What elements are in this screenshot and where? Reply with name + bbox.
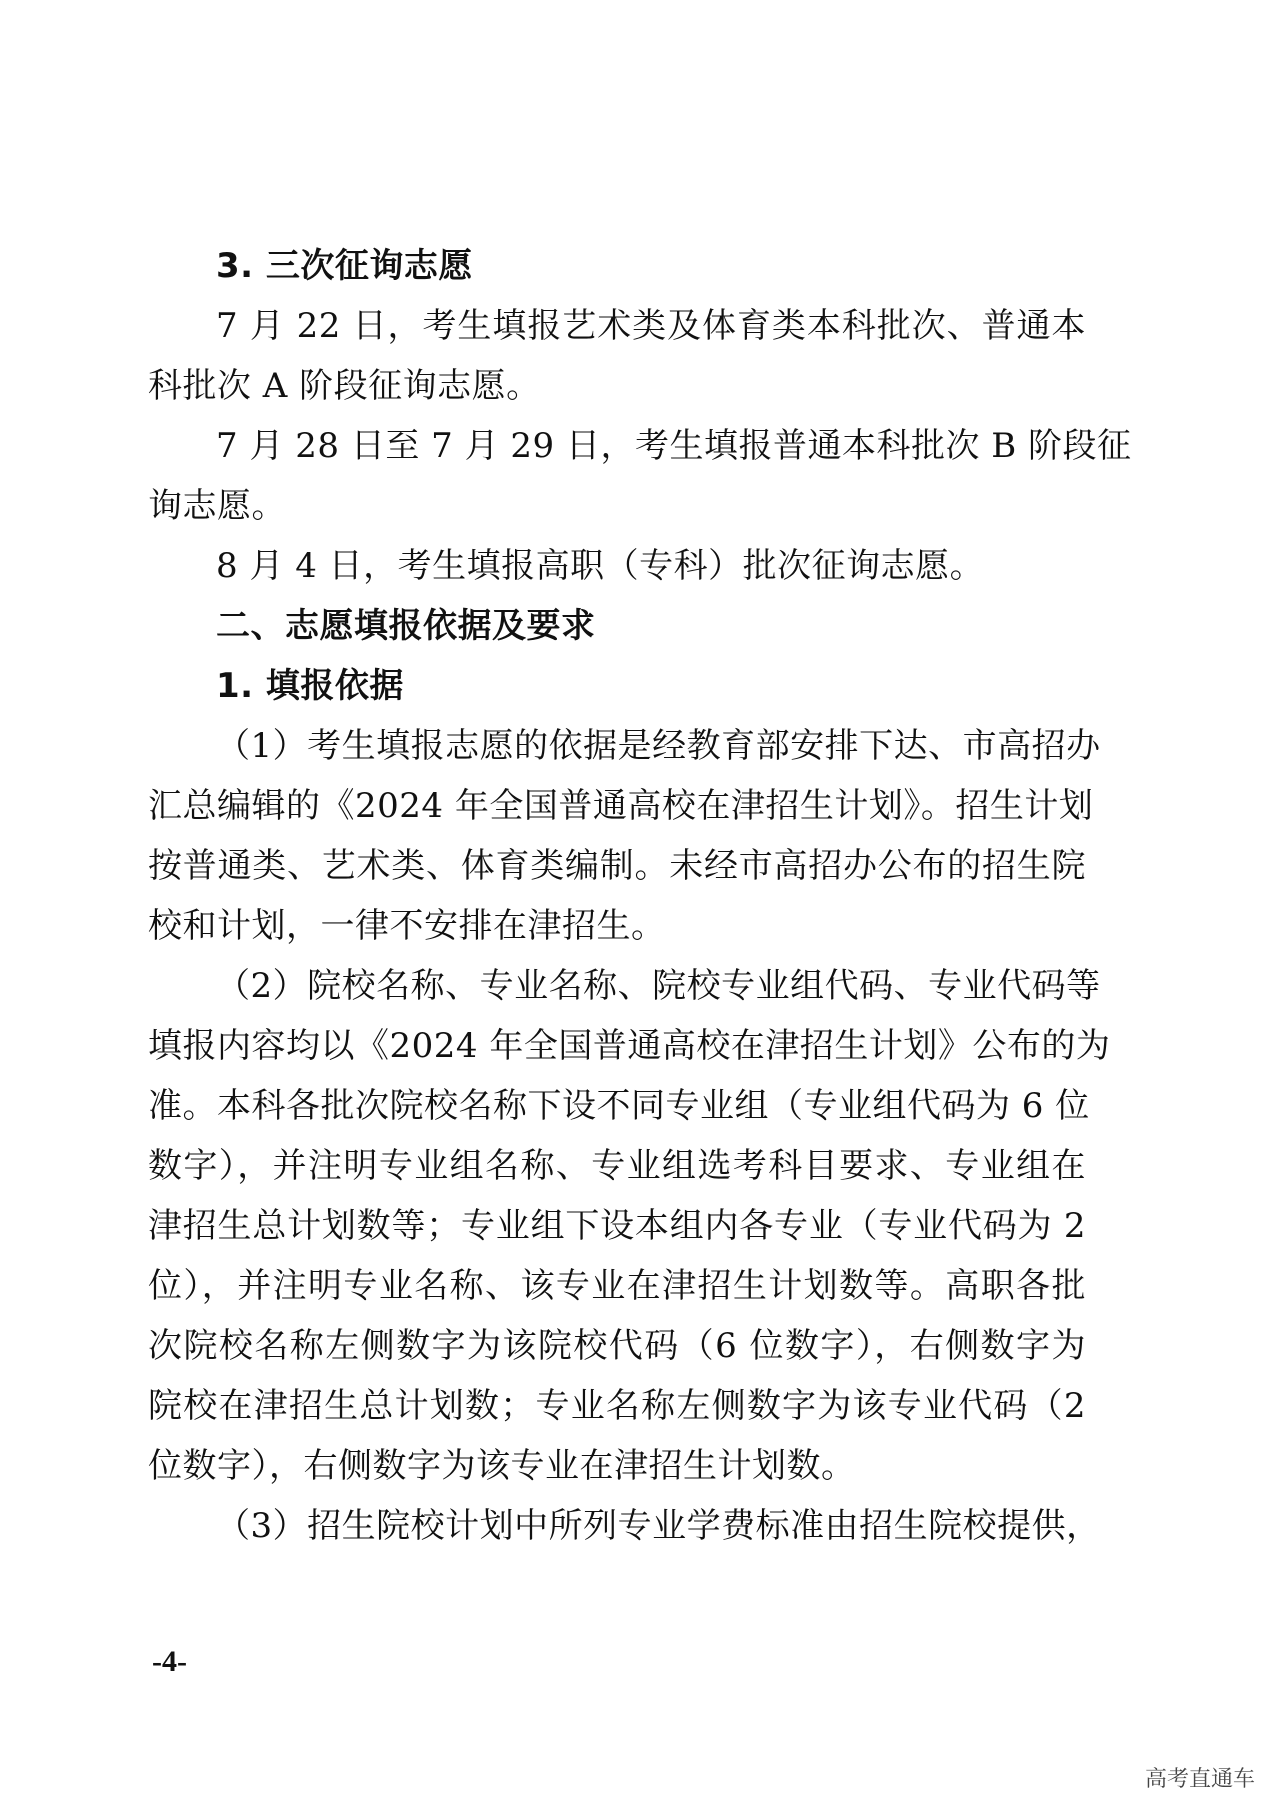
paragraph-line: 数字），并注明专业组名称、专业组选考科目要求、专业组在	[148, 1146, 1086, 1186]
subsection-heading-1: 1. 填报依据	[216, 666, 404, 706]
paragraph-line: （3）招生院校计划中所列专业学费标准由招生院校提供，	[216, 1506, 1101, 1546]
page-number: -4-	[152, 1645, 187, 1678]
paragraph-line: 7 月 28 日至 7 月 29 日，考生填报普通本科批次 B 阶段征	[216, 426, 1132, 466]
paragraph-line: （2）院校名称、专业名称、院校专业组代码、专业代码等	[216, 966, 1101, 1006]
paragraph-line: 院校在津招生总计划数；专业名称左侧数字为该专业代码（2	[148, 1386, 1086, 1426]
paragraph-line: 7 月 22 日，考生填报艺术类及体育类本科批次、普通本	[216, 306, 1086, 346]
paragraph-line: 准。本科各批次院校名称下设不同专业组（专业组代码为 6 位	[148, 1086, 1090, 1126]
paragraph-line: 津招生总计划数等；专业组下设本组内各专业（专业代码为 2	[148, 1206, 1086, 1246]
paragraph-line: 按普通类、艺术类、体育类编制。未经市高招办公布的招生院	[148, 846, 1086, 886]
document-body	[148, 236, 1132, 1556]
paragraph-line: 汇总编辑的《2024 年全国普通高校在津招生计划》。招生计划	[148, 786, 1094, 826]
paragraph-line: 科批次 A 阶段征询志愿。	[148, 366, 541, 406]
paragraph-line: 次院校名称左侧数字为该院校代码（6 位数字），右侧数字为	[148, 1326, 1086, 1366]
watermark-text: 高考直通车	[1145, 1767, 1256, 1792]
paragraph-line: 询志愿。	[148, 486, 286, 526]
paragraph-line: （1）考生填报志愿的依据是经教育部安排下达、市高招办	[216, 726, 1101, 766]
paragraph-line: 位数字），右侧数字为该专业在津招生计划数。	[148, 1446, 856, 1486]
section-heading-2: 二、志愿填报依据及要求	[216, 606, 596, 646]
paragraph-line: 填报内容均以《2024 年全国普通高校在津招生计划》公布的为	[148, 1026, 1111, 1066]
paragraph-line: 校和计划，一律不安排在津招生。	[148, 906, 666, 946]
section-heading-3: 3. 三次征询志愿	[216, 246, 473, 286]
paragraph-line: 位），并注明专业名称、该专业在津招生计划数等。高职各批	[148, 1266, 1086, 1306]
paragraph-line: 8 月 4 日，考生填报高职（专科）批次征询志愿。	[216, 546, 985, 586]
